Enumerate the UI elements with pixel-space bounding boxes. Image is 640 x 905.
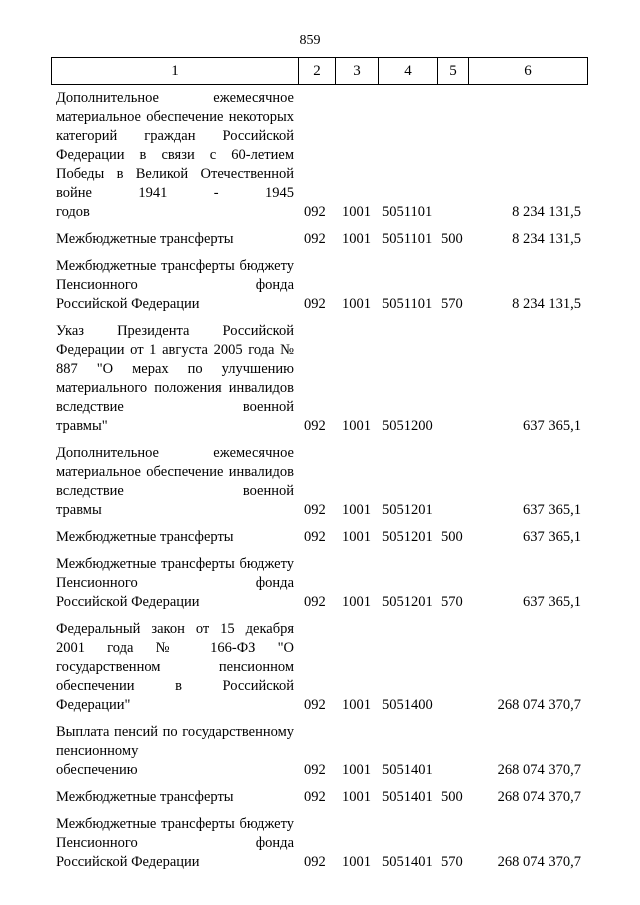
row-description-last-line: Межбюджетные трансферты	[56, 529, 234, 545]
table-row	[56, 230, 596, 249]
ministry-code-cell: 092	[304, 418, 326, 434]
amount-cell: 8 234 131,5	[512, 231, 581, 247]
row-description	[56, 528, 294, 547]
column-header-6: 6	[469, 58, 588, 85]
page-number: 859	[299, 33, 321, 48]
row-description	[56, 257, 294, 314]
row-description-line: Российской Федерации в связи с	[56, 128, 294, 163]
row-description	[56, 444, 294, 520]
amount-cell: 268 074 370,7	[497, 762, 581, 778]
row-description-line: государственном пенсионном	[56, 659, 294, 675]
ministry-code-cell: 092	[304, 854, 326, 870]
amount-cell: 268 074 370,7	[497, 789, 581, 805]
row-description-line: материального положения	[56, 380, 222, 396]
column-header-3: 3	[336, 58, 379, 85]
row-description	[56, 230, 294, 249]
amount-cell: 637 365,1	[523, 418, 581, 434]
row-description-line: 2001 года № 166-ФЗ "О	[56, 640, 294, 656]
row-description-last-line: Федерации"	[56, 697, 131, 713]
row-description-line: Указ Президента Российской	[56, 323, 294, 339]
row-description-line: бюджету Пенсионного фонда	[56, 556, 294, 591]
table-row	[56, 528, 596, 547]
table-row	[56, 555, 596, 612]
section-code-cell: 1001	[342, 594, 371, 610]
row-description-last-line: Российской Федерации	[56, 296, 200, 312]
row-description-last-line: травмы"	[56, 418, 108, 434]
table-row	[56, 620, 596, 715]
row-description	[56, 89, 294, 222]
row-description-line: Отечественной войне 1941 - 1945	[56, 166, 294, 201]
table-row	[56, 89, 596, 222]
target-article-code-cell: 5051401	[382, 854, 433, 870]
column-header-table	[51, 57, 588, 85]
section-code-cell: 1001	[342, 502, 371, 518]
row-description	[56, 788, 294, 807]
row-description	[56, 723, 294, 780]
row-description-line: № 887 "О мерах по улучшению	[56, 342, 294, 377]
row-description-line: 60-летием Победы в Великой	[56, 147, 295, 182]
section-code-cell: 1001	[342, 789, 371, 805]
row-description-last-line: Российской Федерации	[56, 854, 200, 870]
column-header-4: 4	[379, 58, 438, 85]
row-description-line: бюджету Пенсионного фонда	[56, 816, 294, 851]
section-code-cell: 1001	[342, 762, 371, 778]
row-description-line: материальное обеспечение	[56, 109, 224, 125]
target-article-code-cell: 5051200	[382, 418, 433, 434]
expense-type-code-cell: 570	[441, 594, 463, 610]
ministry-code-cell: 092	[304, 529, 326, 545]
target-article-code-cell: 5051201	[382, 594, 433, 610]
amount-cell: 268 074 370,7	[497, 854, 581, 870]
section-code-cell: 1001	[342, 231, 371, 247]
section-code-cell: 1001	[342, 296, 371, 312]
expense-type-code-cell: 500	[441, 789, 463, 805]
row-description-last-line: Межбюджетные трансферты	[56, 789, 234, 805]
amount-cell: 8 234 131,5	[512, 296, 581, 312]
row-description	[56, 555, 294, 612]
row-description-last-line: обеспечению	[56, 762, 138, 778]
ministry-code-cell: 092	[304, 231, 326, 247]
row-description-line: Федерации от 1 августа 2005 года	[56, 342, 275, 358]
row-description-line: инвалидов вследствие военной	[56, 380, 295, 415]
target-article-code-cell: 5051101	[382, 204, 433, 220]
row-description-line: Межбюджетные трансферты	[56, 556, 235, 572]
table-row	[56, 257, 596, 314]
target-article-code-cell: 5051101	[382, 231, 433, 247]
row-description-line: Межбюджетные трансферты	[56, 816, 235, 832]
row-description-line: некоторых категорий граждан	[56, 109, 294, 144]
amount-cell: 637 365,1	[523, 594, 581, 610]
section-code-cell: 1001	[342, 418, 371, 434]
row-description-line: бюджету Пенсионного фонда	[56, 258, 294, 293]
ministry-code-cell: 092	[304, 502, 326, 518]
section-code-cell: 1001	[342, 697, 371, 713]
table-row	[56, 723, 596, 780]
ministry-code-cell: 092	[304, 594, 326, 610]
row-description-last-line: годов	[56, 204, 90, 220]
table-row	[56, 815, 596, 872]
section-code-cell: 1001	[342, 529, 371, 545]
target-article-code-cell: 5051201	[382, 502, 433, 518]
table-row	[56, 444, 596, 520]
column-header-5: 5	[438, 58, 469, 85]
target-article-code-cell: 5051101	[382, 296, 433, 312]
row-description	[56, 322, 294, 436]
row-description-line: Выплата пенсий по	[56, 724, 178, 740]
budget-rows	[56, 89, 596, 880]
section-code-cell: 1001	[342, 854, 371, 870]
row-description-line: Дополнительное ежемесячное	[56, 90, 294, 106]
table-row	[56, 788, 596, 807]
ministry-code-cell: 092	[304, 697, 326, 713]
target-article-code-cell: 5051400	[382, 697, 433, 713]
table-row	[56, 322, 596, 436]
amount-cell: 8 234 131,5	[512, 204, 581, 220]
target-article-code-cell: 5051201	[382, 529, 433, 545]
row-description-line: государственному пенсионному	[56, 724, 294, 759]
row-description-line: Федеральный закон от 15 декабря	[56, 621, 294, 637]
expense-type-code-cell: 500	[441, 231, 463, 247]
expense-type-code-cell: 500	[441, 529, 463, 545]
row-description-line: инвалидов вследствие военной	[56, 464, 294, 499]
expense-type-code-cell: 570	[441, 296, 463, 312]
row-description	[56, 815, 294, 872]
row-description-last-line: Межбюджетные трансферты	[56, 231, 234, 247]
target-article-code-cell: 5051401	[382, 789, 433, 805]
expense-type-code-cell: 570	[441, 854, 463, 870]
row-description-line: материальное обеспечение	[56, 464, 224, 480]
row-description	[56, 620, 294, 715]
column-header-row	[52, 58, 588, 85]
column-header-1: 1	[52, 58, 299, 85]
row-description-line: Межбюджетные трансферты	[56, 258, 235, 274]
ministry-code-cell: 092	[304, 296, 326, 312]
row-description-last-line: Российской Федерации	[56, 594, 200, 610]
column-header-2: 2	[299, 58, 336, 85]
amount-cell: 637 365,1	[523, 502, 581, 518]
row-description-line: Дополнительное ежемесячное	[56, 445, 294, 461]
ministry-code-cell: 092	[304, 204, 326, 220]
section-code-cell: 1001	[342, 204, 371, 220]
ministry-code-cell: 092	[304, 762, 326, 778]
target-article-code-cell: 5051401	[382, 762, 433, 778]
row-description-line: обеспечении в Российской	[56, 678, 294, 694]
amount-cell: 637 365,1	[523, 529, 581, 545]
ministry-code-cell: 092	[304, 789, 326, 805]
row-description-last-line: травмы	[56, 502, 102, 518]
amount-cell: 268 074 370,7	[497, 697, 581, 713]
